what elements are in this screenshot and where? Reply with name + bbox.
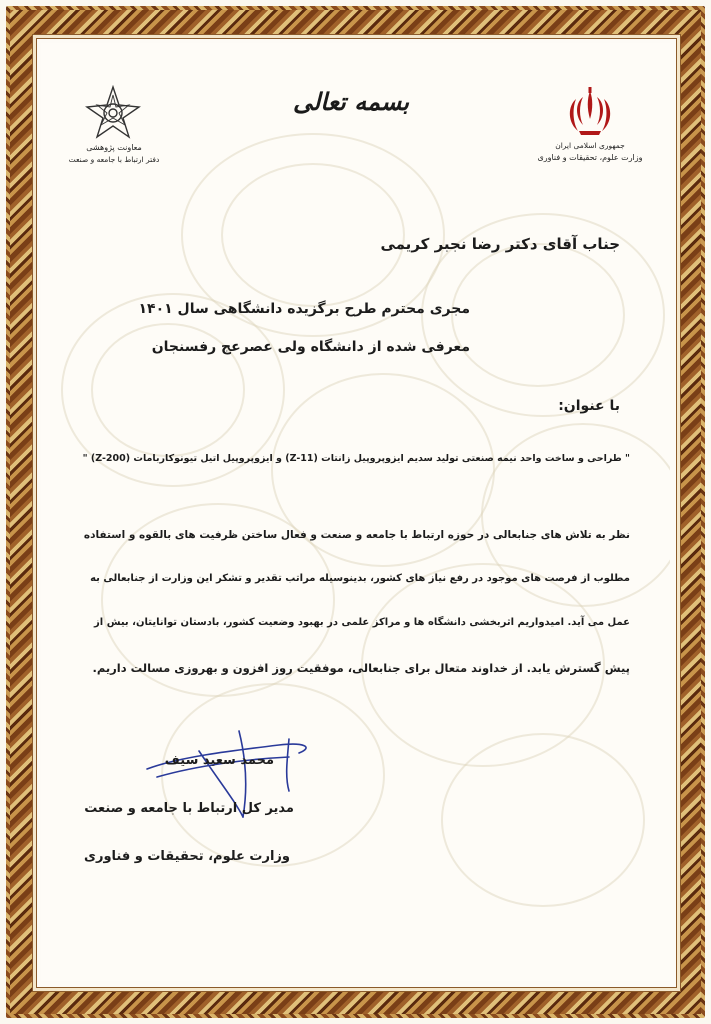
signatory-ministry: وزارت علوم، تحقیقات و فناوری <box>84 849 290 864</box>
recipient-role: مجری محترم طرح برگزیده دانشگاهی سال ۱۴۰۱ <box>138 301 470 317</box>
left-logo-caption-1: معاونت پژوهشی <box>86 143 142 152</box>
iran-emblem-icon <box>565 85 615 139</box>
signatory-name: محمد سعید سیف <box>164 753 274 768</box>
subject-label: با عنوان: <box>558 398 620 414</box>
basmala: بسمه تعالی <box>292 87 410 116</box>
body-line-2: مطلوب از فرصت های موجود در رفع نیاز های کشور، بدینوسیله مراتب تقدیر و تشکر این وزارت از جنابعالی به <box>90 573 630 584</box>
project-title: " طراحی و ساخت واحد نیمه صنعتی تولید سدیم ایزوپروپیل زانتات (Z-11) و ایزوپروپیل اتیل تیونوکاربامات (Z-200) " <box>82 453 630 464</box>
left-logo-caption-2: دفتر ارتباط با جامعه و صنعت <box>68 155 160 164</box>
certificate-sheet <box>41 43 670 981</box>
body-line-4: پیش گسترش یابد. از خداوند متعال برای جنابعالی، موفقیت روز افزون و بهروزی مسالت داریم. <box>92 661 630 675</box>
signatory-title: مدیر کل ارتباط با جامعه و صنعت <box>84 801 294 816</box>
right-logo-caption-1: جمهوری اسلامی ایران <box>555 141 625 150</box>
body-line-1: نظر به تلاش های جنابعالی در حوزه ارتباط با جامعه و صنعت و فعال ساختن ظرفیت های بالقوه و استفاده <box>83 529 630 541</box>
recipient-name: جناب آقای دکتر رضا نجبر کریمی <box>380 235 620 253</box>
ministry-ornament-logo <box>85 85 141 141</box>
body-line-3: عمل می آید. امیدواریم اثربخشی دانشگاه ها و مراکز علمی در بهبود وضعیت کشور، بادستان توانایتان، بیش از <box>94 617 630 628</box>
right-logo-caption-2: وزارت علوم، تحقیقات و فناوری <box>537 153 643 162</box>
recipient-university: معرفی شده از دانشگاه ولی عصرعج رفسنجان <box>151 339 470 355</box>
